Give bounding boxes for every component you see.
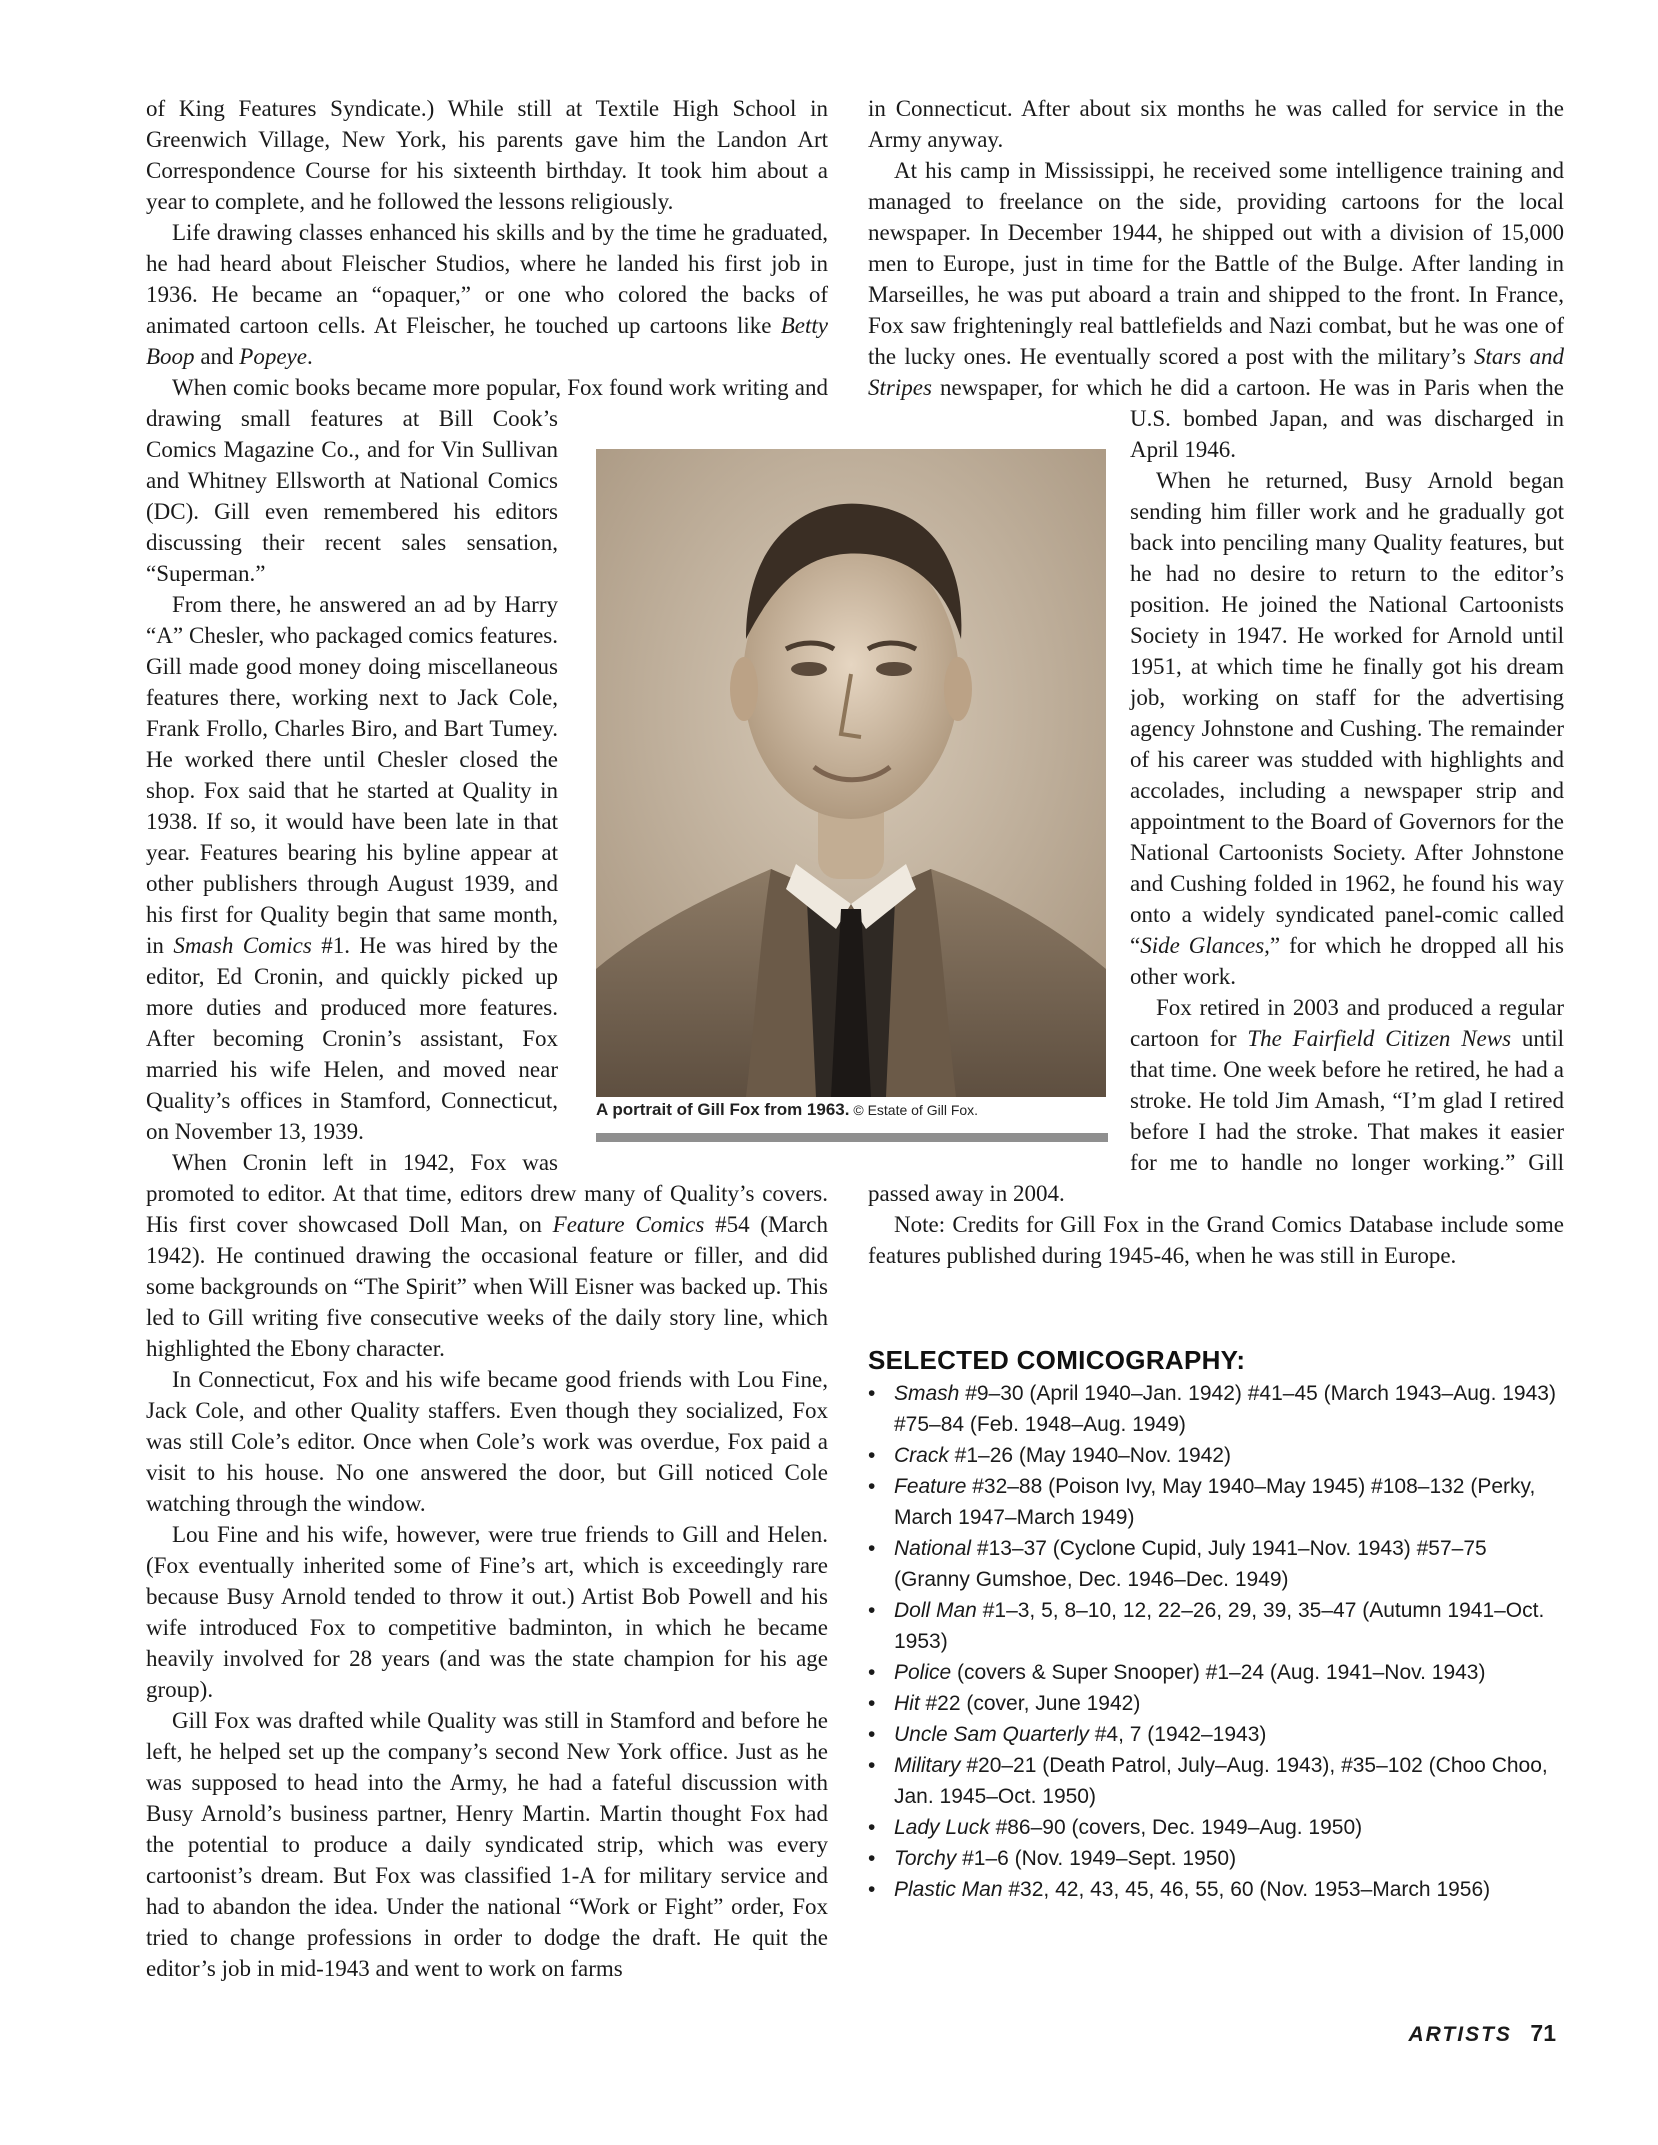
comicography-item-detail: #13–37 (Cyclone Cupid, July 1941–Nov. 1943) #57–75 (Granny Gumshoe, Dec. 1946–Dec. 1949) <box>894 1537 1487 1591</box>
comicography-item-title: Smash <box>894 1382 960 1405</box>
bullet-icon: • <box>868 1537 876 1560</box>
left-paragraph-2: Life drawing classes enhanced his skills and by the time he graduated, he had heard about Fleischer Studios, where he landed his first job in 1936. He became an “opaquer,” or one who colored the backs of animated cartoon cells. At Fleischer, he touched up cartoons like Betty Boop and Popeye. <box>146 220 828 369</box>
comicography-item-title: Feature <box>894 1475 967 1498</box>
bullet-icon: • <box>868 1723 876 1746</box>
comicography-item-detail: #1–26 (May 1940–Nov. 1942) <box>948 1444 1231 1467</box>
comicography-item-detail: #32, 42, 43, 45, 46, 55, 60 (Nov. 1953–March 1956) <box>1002 1878 1491 1901</box>
comicography-item-detail: #1–6 (Nov. 1949–Sept. 1950) <box>956 1847 1237 1870</box>
bullet-icon: • <box>868 1382 876 1405</box>
section-title: ARTISTS <box>1408 2023 1512 2046</box>
portrait-illustration <box>596 449 1106 1097</box>
comicography-item-detail: #86–90 (covers, Dec. 1949–Aug. 1950) <box>989 1816 1363 1839</box>
bullet-icon: • <box>868 1444 876 1467</box>
left-paragraph-3: When comic books became more popular, Fox found work writing and drawing small features at Bill Cook’s Comics Magazine Co., and for Vin Sullivan and Whitney Ellsworth at National Comics (DC). Gill even remembered his editors discussing their recent sales sensation, “Superman.” <box>146 375 828 586</box>
left-paragraph-1: of King Features Syndicate.) While still at Textile High School in Greenwich Village, New York, his parents gave him the Landon Art Correspondence Course for his sixteenth birthday. It took him about a year to complete, and he followed the lessons religiously. <box>146 96 828 214</box>
comicography-item <box>868 1843 1568 1874</box>
comicography-item-title: Plastic Man <box>894 1878 1003 1901</box>
comicography-item-title: Military <box>894 1754 961 1777</box>
bullet-icon: • <box>868 1692 876 1715</box>
caption-rule <box>596 1133 1108 1142</box>
bullet-icon: • <box>868 1661 876 1684</box>
comicography-item <box>868 1440 1568 1471</box>
right-paragraph-4: Fox retired in 2003 and produced a regular cartoon for The Fairfield Citizen News until that time. One week before he retired, he had a stroke. He told Jim Amash, “I’m glad I retired before I had the stroke. That makes it easier for me to handle no longer working.” Gill passed away in 2004. <box>868 995 1564 1206</box>
left-paragraph-6: In Connecticut, Fox and his wife became good friends with Lou Fine, Jack Cole, and other Quality staffers. Even though they socialized, Fox was still Cole’s editor. Once when Cole’s work was overdue, Fox paid a visit to his house. No one answered the door, but Gill noticed Cole watching through the window. <box>146 1367 828 1516</box>
bullet-icon: • <box>868 1878 876 1901</box>
comicography-item <box>868 1378 1568 1440</box>
comicography-item <box>868 1471 1568 1533</box>
comicography-heading: SELECTED COMICOGRAPHY: <box>868 1345 1246 1375</box>
comicography-item <box>868 1874 1568 1905</box>
photo-caption: A portrait of Gill Fox from 1963. © Estate of Gill Fox. <box>596 1100 979 1119</box>
bullet-icon: • <box>868 1847 876 1870</box>
right-paragraph-1: in Connecticut. After about six months he was called for service in the Army anyway. <box>868 96 1564 152</box>
comicography-list <box>868 1378 1568 1905</box>
left-paragraph-7: Lou Fine and his wife, however, were true friends to Gill and Helen. (Fox eventually inherited some of Fine’s art, which is exceedingly rare because Busy Arnold tended to throw it out.) Artist Bob Powell and his wife introduced Fox to competitive badminton, in which he became heavily involved for 28 years (and was the state champion for his age group). <box>146 1522 828 1702</box>
comicography-item-detail: #4, 7 (1942–1943) <box>1088 1723 1267 1746</box>
comicography-item <box>868 1533 1568 1595</box>
right-paragraph-5: Note: Credits for Gill Fox in the Grand Comics Database include some features published during 1945-46, when he was still in Europe. <box>868 1212 1564 1268</box>
left-paragraph-5: When Cronin left in 1942, Fox was promoted to editor. At that time, editors drew many of Quality’s covers. His first cover showcased Doll Man, on Feature Comics #54 (March 1942). He continued drawing the occasional feature or filler, and did some backgrounds on “The Spirit” when Will Eisner was backed up. This led to Gill writing five consecutive weeks of the daily story line, which highlighted the Ebony character. <box>146 1150 828 1361</box>
bullet-icon: • <box>868 1754 876 1777</box>
comicography-item-detail: #9–30 (April 1940–Jan. 1942) #41–45 (March 1943–Aug. 1943) #75–84 (Feb. 1948–Aug. 1949) <box>894 1382 1556 1436</box>
page-footer <box>1408 2020 1556 2047</box>
comicography-item <box>868 1812 1568 1843</box>
comicography-item-title: Lady Luck <box>894 1816 990 1839</box>
page-number: 71 <box>1530 2020 1556 2046</box>
left-paragraph-8: Gill Fox was drafted while Quality was still in Stamford and before he left, he helped set up the company’s second New York office. Just as he was supposed to head into the Army, he had a fateful discussion with Busy Arnold’s business partner, Henry Martin. Martin thought Fox had the potential to produce a daily syndicated strip, which was every cartoonist’s dream. But Fox was classified 1-A for military service and had to abandon the idea. Under the national “Work or Fight” order, Fox tried to change professions in order to dodge the draft. He quit the editor’s job in mid-1943 and went to work on farms <box>146 1708 828 1981</box>
comicography-item-detail: (covers & Super Snooper) #1–24 (Aug. 1941–Nov. 1943) <box>951 1661 1486 1684</box>
comicography-item-detail: #22 (cover, June 1942) <box>919 1692 1141 1715</box>
bullet-icon: • <box>868 1816 876 1839</box>
bullet-icon: • <box>868 1599 876 1622</box>
comicography-item-detail: #32–88 (Poison Ivy, May 1940–May 1945) #108–132 (Perky, March 1947–March 1949) <box>894 1475 1536 1529</box>
comicography-item <box>868 1688 1568 1719</box>
comicography-item <box>868 1595 1568 1657</box>
right-paragraph-3: When he returned, Busy Arnold began sending him filler work and he gradually got back into penciling many Quality features, but he had no desire to return to the editor’s position. He joined the National Cartoonists Society in 1947. He worked for Arnold until 1951, at which time he finally got his dream job, working on staff for the advertising agency Johnstone and Cushing. The remainder of his career was studded with highlights and accolades, including a newspaper strip and appointment to the Board of Governors for the National Cartoonists Society. After Johnstone and Cushing folded in 1962, he found his way onto a widely syndicated panel-comic called “Side Glances,” for which he dropped all his other work. <box>1130 468 1564 989</box>
right-paragraph-2: At his camp in Mississippi, he received some intelligence training and managed to freelance on the side, providing cartoons for the local newspaper. In December 1944, he shipped out with a division of 15,000 men to Europe, just in time for the Battle of the Bulge. After landing in Marseilles, he was put aboard a train and shipped to the front. In France, Fox saw frighteningly real battlefields and Nazi combat, but he was one of the lucky ones. He eventually scored a post with the military’s Stars and Stripes newspaper, for which he did a cartoon. He was in Paris when the U.S. bombed Japan, and was discharged in April 1946. <box>868 158 1564 462</box>
comicography-item-title: Doll Man <box>894 1599 977 1622</box>
comicography-item-title: Uncle Sam Quarterly <box>894 1723 1089 1746</box>
comicography-item <box>868 1719 1568 1750</box>
comicography-item-title: Hit <box>894 1692 920 1715</box>
comicography-item-detail: #20–21 (Death Patrol, July–Aug. 1943), #35–102 (Choo Choo, Jan. 1945–Oct. 1950) <box>894 1754 1548 1808</box>
comicography-item-title: National <box>894 1537 972 1560</box>
gill-fox-portrait-photo <box>596 449 1106 1097</box>
bullet-icon: • <box>868 1475 876 1498</box>
left-paragraph-4: From there, he answered an ad by Harry “A” Chesler, who packaged comics features. Gill made good money doing miscellaneous features there, working next to Jack Cole, Frank Frollo, Charles Biro, and Bart Tumey. He worked there until Chesler closed the shop. Fox said that he started at Quality in 1938. If so, it would have been late in that year. Features bearing his byline appear at other publishers through August 1939, and his first for Quality begin that same month, in Smash Comics #1. He was hired by the editor, Ed Cronin, and quickly picked up more duties and produced more features. After becoming Cronin’s assistant, Fox married his wife Helen, and moved near Quality’s offices in Stamford, Connecticut, on November 13, 1939. <box>146 592 558 1144</box>
comicography-item-title: Torchy <box>894 1847 957 1870</box>
comicography-item-title: Police <box>894 1661 952 1684</box>
comicography-item-detail: #1–3, 5, 8–10, 12, 22–26, 29, 39, 35–47 (Autumn 1941–Oct. 1953) <box>894 1599 1545 1653</box>
comicography-item <box>868 1657 1568 1688</box>
comicography-item <box>868 1750 1568 1812</box>
comicography-item-title: Crack <box>894 1444 949 1467</box>
